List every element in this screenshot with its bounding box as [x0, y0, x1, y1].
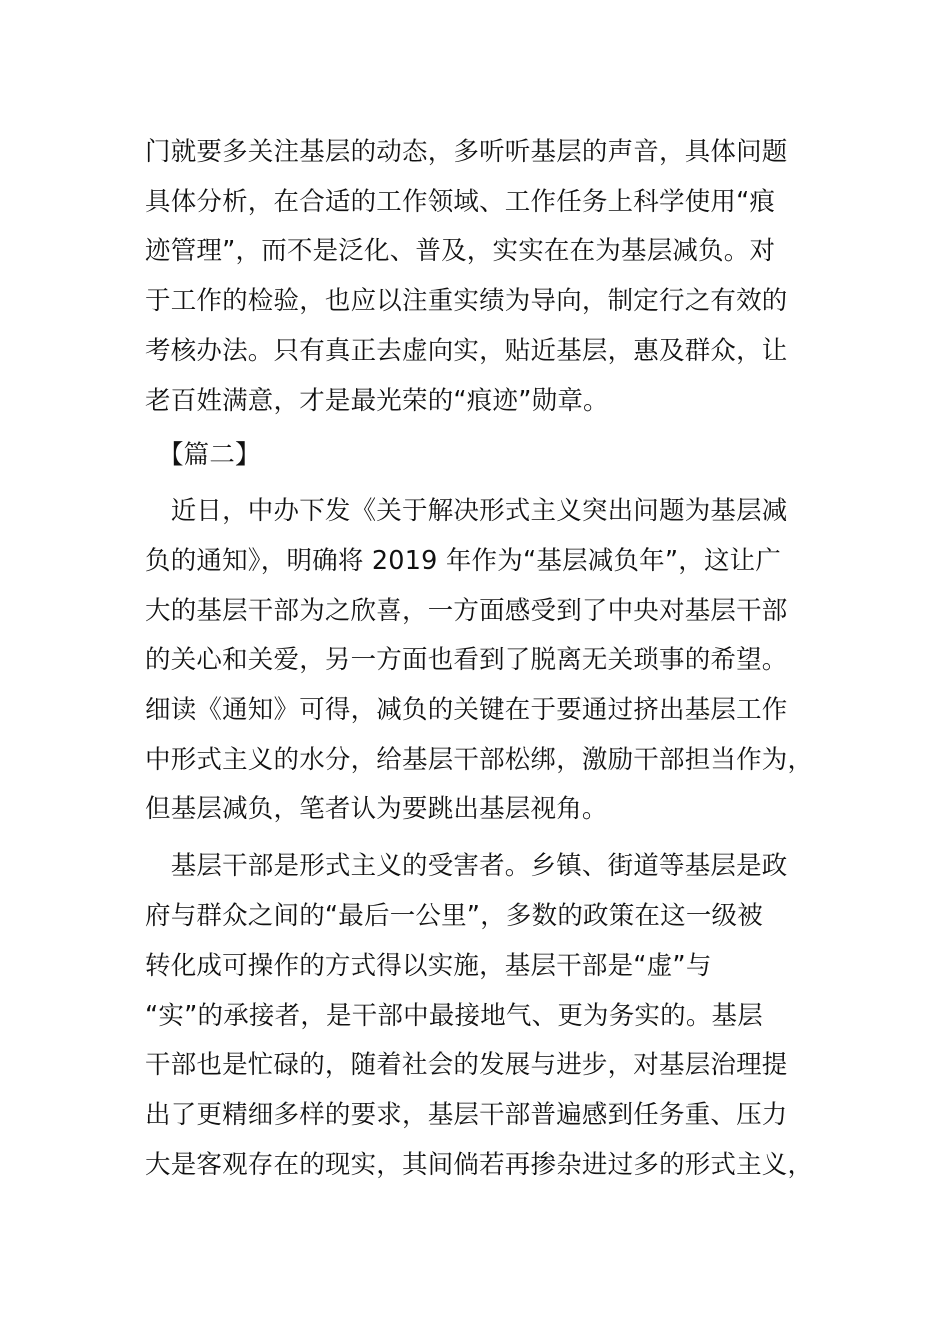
text-line: 具体分析，在合适的工作领域、工作任务上科学使用“痕 — [145, 187, 776, 217]
text-line: 大的基层干部为之欣喜，一方面感受到了中央对基层干部 — [145, 596, 788, 626]
section-heading: 【篇二】 — [145, 440, 261, 470]
text-line: 基层干部是形式主义的受害者。乡镇、街道等基层是政 — [145, 851, 788, 881]
text-line: 转化成可操作的方式得以实施，基层干部是“虚”与 — [145, 951, 712, 981]
text-line: 干部也是忙碌的，随着社会的发展与进步，对基层治理提 — [145, 1050, 788, 1080]
text-line: 老百姓满意，才是最光荣的“痕迹”勋章。 — [145, 386, 609, 416]
text-line: “实”的承接者，是干部中最接地气、更为务实的。基层 — [145, 1001, 763, 1031]
text-line: 的关心和关爱，另一方面也看到了脱离无关琐事的希望。 — [145, 645, 788, 675]
text-line: 考核办法。只有真正去虚向实，贴近基层，惠及群众，让 — [145, 336, 788, 366]
text-line: 近日，中办下发《关于解决形式主义突出问题为基层减 — [145, 496, 788, 526]
text-line: 门就要多关注基层的动态，多听听基层的声音，具体问题 — [145, 137, 788, 167]
text-line: 府与群众之间的“最后一公里”，多数的政策在这一级被 — [145, 901, 763, 931]
text-line: 细读《通知》可得，减负的关键在于要通过挤出基层工作 — [145, 695, 788, 725]
text-line: 中形式主义的水分，给基层干部松绑，激励干部担当作为， — [145, 745, 814, 775]
text-line: 负的通知》，明确将 2019 年作为“基层减负年”，这让广 — [145, 546, 782, 576]
text-line: 迹管理”，而不是泛化、普及，实实在在为基层减负。对 — [145, 236, 776, 266]
text-line: 出了更精细多样的要求，基层干部普遍感到任务重、压力 — [145, 1100, 788, 1130]
text-line: 于工作的检验，也应以注重实绩为导向，制定行之有效的 — [145, 286, 788, 316]
text-line: 大是客观存在的现实，其间倘若再掺杂进过多的形式主义， — [145, 1150, 814, 1180]
text-line: 但基层减负，笔者认为要跳出基层视角。 — [145, 794, 608, 824]
